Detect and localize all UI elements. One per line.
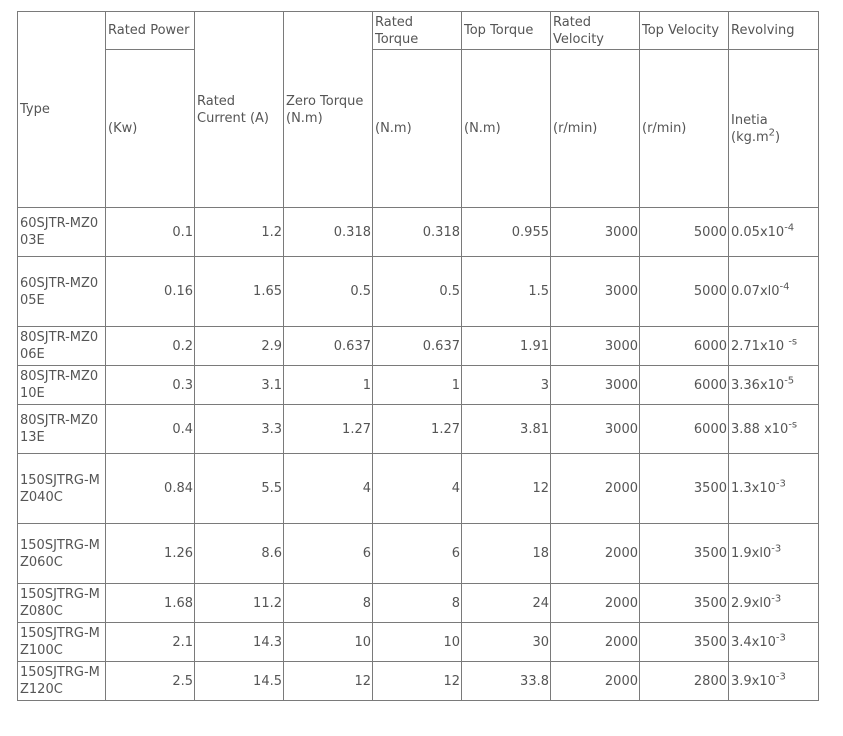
inertia-exponent: -s bbox=[788, 336, 798, 348]
cell-type: 150SJTRG-MZ060C bbox=[18, 524, 106, 584]
cell-top-velocity: 3500 bbox=[640, 454, 729, 524]
cell-rated-torque: 10 bbox=[373, 623, 462, 662]
cell-rated-current: 3.1 bbox=[195, 366, 284, 405]
inertia-exponent: -3 bbox=[775, 671, 786, 683]
cell-zero-torque: 8 bbox=[284, 584, 373, 623]
cell-rated-torque: 1.27 bbox=[373, 405, 462, 454]
cell-inertia bbox=[729, 327, 819, 366]
inertia-base: 1.9xl0 bbox=[731, 546, 772, 561]
cell-top-velocity: 6000 bbox=[640, 405, 729, 454]
cell-type: 60SJTR-MZ003E bbox=[18, 208, 106, 257]
cell-rated-velocity: 2000 bbox=[551, 662, 640, 701]
unit-rated-velocity: (r/min) bbox=[551, 50, 640, 208]
inertia-base: 3.9x10 bbox=[731, 673, 776, 689]
cell-inertia bbox=[729, 208, 819, 257]
inertia-exponent: -4 bbox=[779, 281, 790, 293]
inertia-base: 0.05x10 bbox=[731, 224, 785, 240]
header-rated-current: Rated Current (A) bbox=[195, 12, 284, 208]
cell-top-torque: 0.955 bbox=[462, 208, 551, 257]
inertia-exponent: -3 bbox=[771, 543, 782, 555]
cell-rated-torque: 0.637 bbox=[373, 327, 462, 366]
cell-inertia bbox=[729, 454, 819, 524]
cell-rated-velocity: 2000 bbox=[551, 584, 640, 623]
cell-rated-power: 0.1 bbox=[106, 208, 195, 257]
cell-rated-velocity: 3000 bbox=[551, 366, 640, 405]
cell-top-torque: 3 bbox=[462, 366, 551, 405]
inertia-unit bbox=[731, 129, 817, 146]
cell-rated-power: 2.5 bbox=[106, 662, 195, 701]
cell-zero-torque: 4 bbox=[284, 454, 373, 524]
inertia-base: 1.3x10 bbox=[731, 481, 776, 496]
inertia-exponent: -3 bbox=[775, 478, 786, 490]
unit-top-torque: (N.m) bbox=[462, 50, 551, 208]
header-type: Type bbox=[18, 12, 106, 208]
inertia-exponent: -3 bbox=[775, 632, 786, 644]
table-row bbox=[18, 366, 819, 405]
unit-rated-power: (Kw) bbox=[106, 50, 195, 208]
cell-top-velocity: 2800 bbox=[640, 662, 729, 701]
cell-type: 80SJTR-MZ006E bbox=[18, 327, 106, 366]
cell-rated-velocity: 3000 bbox=[551, 405, 640, 454]
cell-zero-torque: 0.637 bbox=[284, 327, 373, 366]
inertia-exponent: -s bbox=[788, 419, 798, 431]
cell-top-velocity: 6000 bbox=[640, 366, 729, 405]
cell-top-velocity: 5000 bbox=[640, 257, 729, 327]
header-row-units bbox=[18, 50, 819, 208]
cell-top-torque: 30 bbox=[462, 623, 551, 662]
cell-rated-power: 0.4 bbox=[106, 405, 195, 454]
unit-rated-torque: (N.m) bbox=[373, 50, 462, 208]
cell-rated-current: 1.65 bbox=[195, 257, 284, 327]
cell-top-torque: 18 bbox=[462, 524, 551, 584]
inertia-label: Inetia bbox=[731, 112, 768, 128]
cell-rated-power: 0.16 bbox=[106, 257, 195, 327]
cell-top-torque: 33.8 bbox=[462, 662, 551, 701]
cell-type: 80SJTR-MZ013E bbox=[18, 405, 106, 454]
cell-rated-torque: 1 bbox=[373, 366, 462, 405]
cell-rated-current: 8.6 bbox=[195, 524, 284, 584]
cell-rated-velocity: 2000 bbox=[551, 524, 640, 584]
table-row bbox=[18, 208, 819, 257]
inertia-unit-end: ) bbox=[775, 129, 781, 145]
cell-rated-velocity: 2000 bbox=[551, 454, 640, 524]
table-row bbox=[18, 454, 819, 524]
cell-type: 80SJTR-MZ010E bbox=[18, 366, 106, 405]
cell-type: 150SJTRG-MZ120C bbox=[18, 662, 106, 701]
cell-top-torque: 3.81 bbox=[462, 405, 551, 454]
cell-inertia bbox=[729, 524, 819, 584]
cell-rated-current: 2.9 bbox=[195, 327, 284, 366]
cell-top-velocity: 6000 bbox=[640, 327, 729, 366]
header-top-velocity: Top Velocity bbox=[640, 12, 729, 50]
table-row bbox=[18, 662, 819, 701]
table-row bbox=[18, 327, 819, 366]
table-row bbox=[18, 623, 819, 662]
cell-rated-power: 1.26 bbox=[106, 524, 195, 584]
cell-zero-torque: 1.27 bbox=[284, 405, 373, 454]
cell-rated-power: 2.1 bbox=[106, 623, 195, 662]
cell-rated-torque: 8 bbox=[373, 584, 462, 623]
cell-top-velocity: 3500 bbox=[640, 623, 729, 662]
cell-rated-velocity: 2000 bbox=[551, 623, 640, 662]
cell-inertia bbox=[729, 366, 819, 405]
header-row-top bbox=[18, 12, 819, 50]
cell-rated-torque: 12 bbox=[373, 662, 462, 701]
cell-top-velocity: 3500 bbox=[640, 584, 729, 623]
cell-zero-torque: 0.318 bbox=[284, 208, 373, 257]
table-row bbox=[18, 257, 819, 327]
cell-rated-torque: 0.5 bbox=[373, 257, 462, 327]
header-rated-torque: Rated Torque bbox=[373, 12, 462, 50]
motor-spec-table bbox=[17, 11, 819, 701]
cell-zero-torque: 1 bbox=[284, 366, 373, 405]
cell-top-velocity: 3500 bbox=[640, 524, 729, 584]
unit-inertia bbox=[729, 50, 819, 208]
inertia-base: 0.07xl0 bbox=[731, 284, 780, 299]
table-row bbox=[18, 524, 819, 584]
cell-rated-current: 11.2 bbox=[195, 584, 284, 623]
cell-top-torque: 12 bbox=[462, 454, 551, 524]
cell-top-torque: 1.5 bbox=[462, 257, 551, 327]
cell-rated-torque: 4 bbox=[373, 454, 462, 524]
header-top-torque: Top Torque bbox=[462, 12, 551, 50]
cell-zero-torque: 0.5 bbox=[284, 257, 373, 327]
table-row bbox=[18, 584, 819, 623]
inertia-base: 2.9xl0 bbox=[731, 595, 772, 611]
inertia-base: 3.88 x10 bbox=[731, 421, 789, 437]
cell-rated-velocity: 3000 bbox=[551, 257, 640, 327]
cell-rated-torque: 6 bbox=[373, 524, 462, 584]
table-body bbox=[18, 12, 819, 701]
inertia-unit-exponent: 2 bbox=[768, 127, 776, 139]
header-rated-velocity: Rated Velocity bbox=[551, 12, 640, 50]
inertia-base: 3.36x10 bbox=[731, 377, 785, 393]
inertia-exponent: -4 bbox=[784, 222, 795, 234]
inertia-base: 2.71x10 bbox=[731, 338, 789, 354]
cell-rated-current: 1.2 bbox=[195, 208, 284, 257]
cell-inertia bbox=[729, 623, 819, 662]
unit-top-velocity: (r/min) bbox=[640, 50, 729, 208]
cell-rated-velocity: 3000 bbox=[551, 327, 640, 366]
inertia-exponent: -3 bbox=[771, 593, 782, 605]
inertia-unit-base: (kg.m bbox=[731, 129, 769, 145]
cell-rated-torque: 0.318 bbox=[373, 208, 462, 257]
cell-type: 150SJTRG-MZ100C bbox=[18, 623, 106, 662]
cell-rated-power: 0.2 bbox=[106, 327, 195, 366]
inertia-base: 3.4x10 bbox=[731, 634, 776, 650]
cell-type: 150SJTRG-MZ080C bbox=[18, 584, 106, 623]
header-zero-torque: Zero Torque (N.m) bbox=[284, 12, 373, 208]
table-row bbox=[18, 405, 819, 454]
cell-type: 60SJTR-MZ005E bbox=[18, 257, 106, 327]
cell-rated-power: 1.68 bbox=[106, 584, 195, 623]
inertia-exponent: -5 bbox=[784, 375, 795, 387]
cell-inertia bbox=[729, 257, 819, 327]
cell-top-torque: 1.91 bbox=[462, 327, 551, 366]
cell-top-velocity: 5000 bbox=[640, 208, 729, 257]
cell-rated-power: 0.3 bbox=[106, 366, 195, 405]
header-rated-power: Rated Power bbox=[106, 12, 195, 50]
cell-zero-torque: 6 bbox=[284, 524, 373, 584]
cell-rated-current: 14.5 bbox=[195, 662, 284, 701]
cell-inertia bbox=[729, 584, 819, 623]
header-revolving: Revolving bbox=[729, 12, 819, 50]
cell-rated-power: 0.84 bbox=[106, 454, 195, 524]
cell-top-torque: 24 bbox=[462, 584, 551, 623]
cell-rated-velocity: 3000 bbox=[551, 208, 640, 257]
cell-zero-torque: 10 bbox=[284, 623, 373, 662]
cell-rated-current: 3.3 bbox=[195, 405, 284, 454]
cell-zero-torque: 12 bbox=[284, 662, 373, 701]
cell-rated-current: 5.5 bbox=[195, 454, 284, 524]
cell-rated-current: 14.3 bbox=[195, 623, 284, 662]
cell-type: 150SJTRG-MZ040C bbox=[18, 454, 106, 524]
cell-inertia bbox=[729, 405, 819, 454]
cell-inertia bbox=[729, 662, 819, 701]
